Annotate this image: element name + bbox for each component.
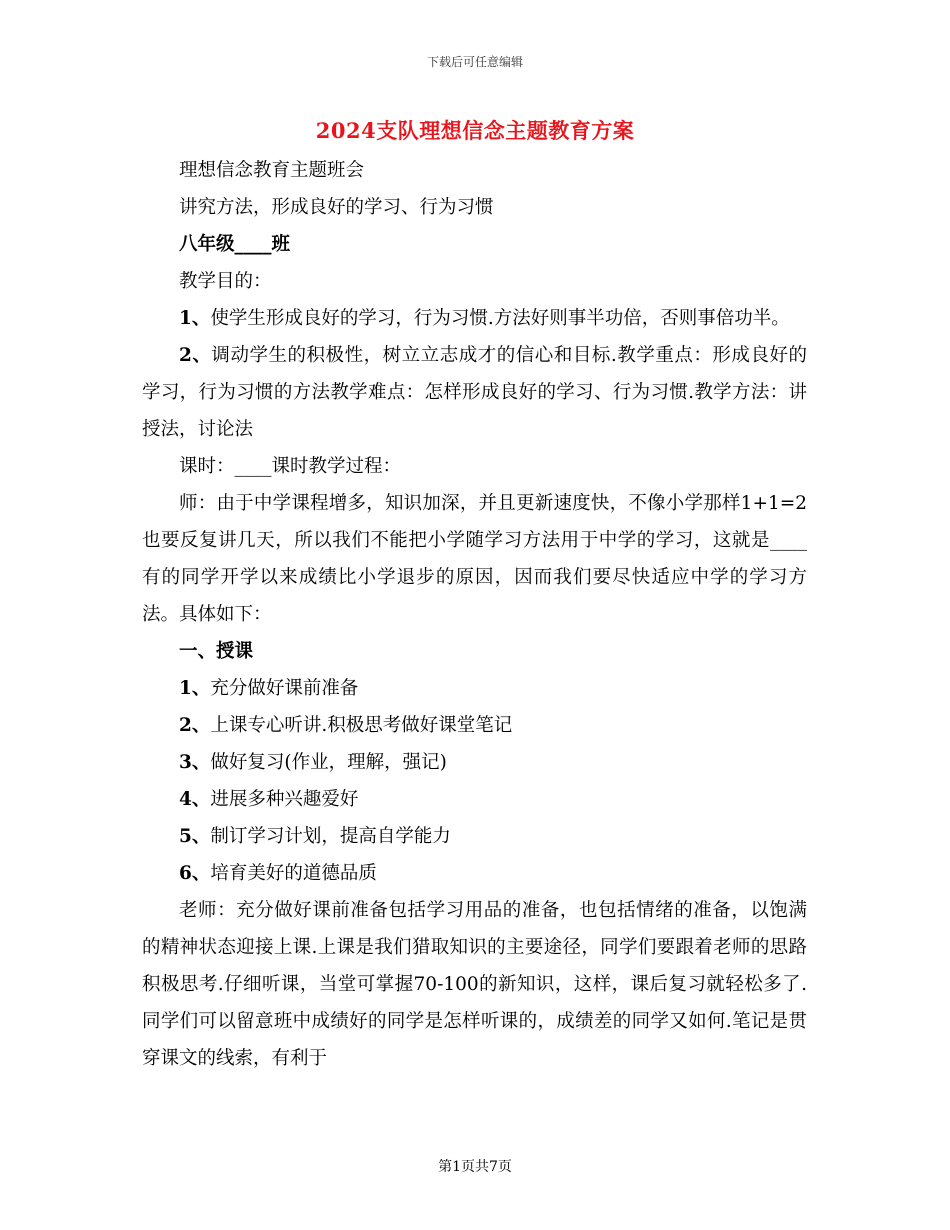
paragraph-class-meeting: 理想信念教育主题班会 bbox=[179, 160, 365, 181]
list-item-text: 上课专心听讲.积极思考做好课堂笔记 bbox=[210, 715, 513, 736]
list-item bbox=[142, 670, 807, 707]
list-number: 2、 bbox=[179, 715, 211, 736]
paragraph-teacher-intro: 师：由于中学课程增多，知识加深，并且更新速度快，不像小学那样1+1=2也要反复讲几天，所以我们不能把小学随学习方法用于中学的学习，这就是____有的同学开学以来成绩比小学退步的原因，因而我们要尽快适应中学的学习方法。具体如下： bbox=[142, 493, 807, 625]
document-title: 2024支队理想信念主题教育方案 bbox=[315, 118, 635, 143]
list-item bbox=[142, 744, 807, 781]
list-item bbox=[142, 818, 807, 855]
document-body bbox=[142, 152, 807, 1077]
list-number: 6、 bbox=[179, 863, 211, 884]
paragraph-class-hours: 课时：____课时教学过程： bbox=[179, 456, 402, 477]
list-item-text: 培育美好的道德品质 bbox=[210, 863, 377, 884]
list-item-text: 制订学习计划，提高自学能力 bbox=[210, 826, 451, 847]
paragraph-subtitle: 讲究方法，形成良好的学习、行为习惯 bbox=[179, 197, 494, 218]
list-item bbox=[142, 707, 807, 744]
list-number: 3、 bbox=[179, 752, 211, 773]
list-item-text: 充分做好课前准备 bbox=[210, 678, 359, 699]
paragraph-goal-2 bbox=[142, 337, 807, 448]
list-item bbox=[142, 781, 807, 818]
list-number: 5、 bbox=[179, 826, 211, 847]
goal-2-text: 调动学生的积极性，树立立志成才的信心和目标.教学重点：形成良好的学习，行为习惯的方法教学难点：怎样形成良好的学习、行为习惯.教学方法：讲授法，讨论法 bbox=[142, 345, 807, 440]
paragraph-grade: 八年级____班 bbox=[179, 234, 291, 255]
paragraph-teacher-explanation: 老师：充分做好课前准备包括学习用品的准备，也包括情绪的准备，以饱满的精神状态迎接上课.上课是我们猎取知识的主要途径，同学们要跟着老师的思路积极思考.仔细听课，当堂可掌握70-100的新知识，这样，课后复习就轻松多了.同学们可以留意班中成绩好的同学是怎样听课的，成绩差的同学又如何.笔记是贯穿课文的线索，有利于 bbox=[142, 900, 807, 1069]
list-number: 4、 bbox=[179, 789, 211, 810]
goal-1-text: 使学生形成良好的学习，行为习惯.方法好则事半功倍，否则事倍功半。 bbox=[210, 308, 790, 329]
list-item bbox=[142, 855, 807, 892]
page-number: 第1页共7页 bbox=[438, 1159, 512, 1175]
list-number: 1、 bbox=[179, 678, 211, 699]
list-number: 1、 bbox=[179, 308, 211, 329]
list-item-text: 做好复习(作业，理解，强记) bbox=[210, 752, 447, 773]
section-heading-lecture: 一、授课 bbox=[179, 641, 254, 662]
list-item-text: 进展多种兴趣爱好 bbox=[210, 789, 359, 810]
page-header: 下载后可任意编辑 bbox=[426, 55, 523, 69]
paragraph-teaching-goal: 教学目的： bbox=[179, 271, 272, 292]
paragraph-goal-1 bbox=[142, 300, 807, 337]
list-number: 2、 bbox=[179, 345, 212, 366]
